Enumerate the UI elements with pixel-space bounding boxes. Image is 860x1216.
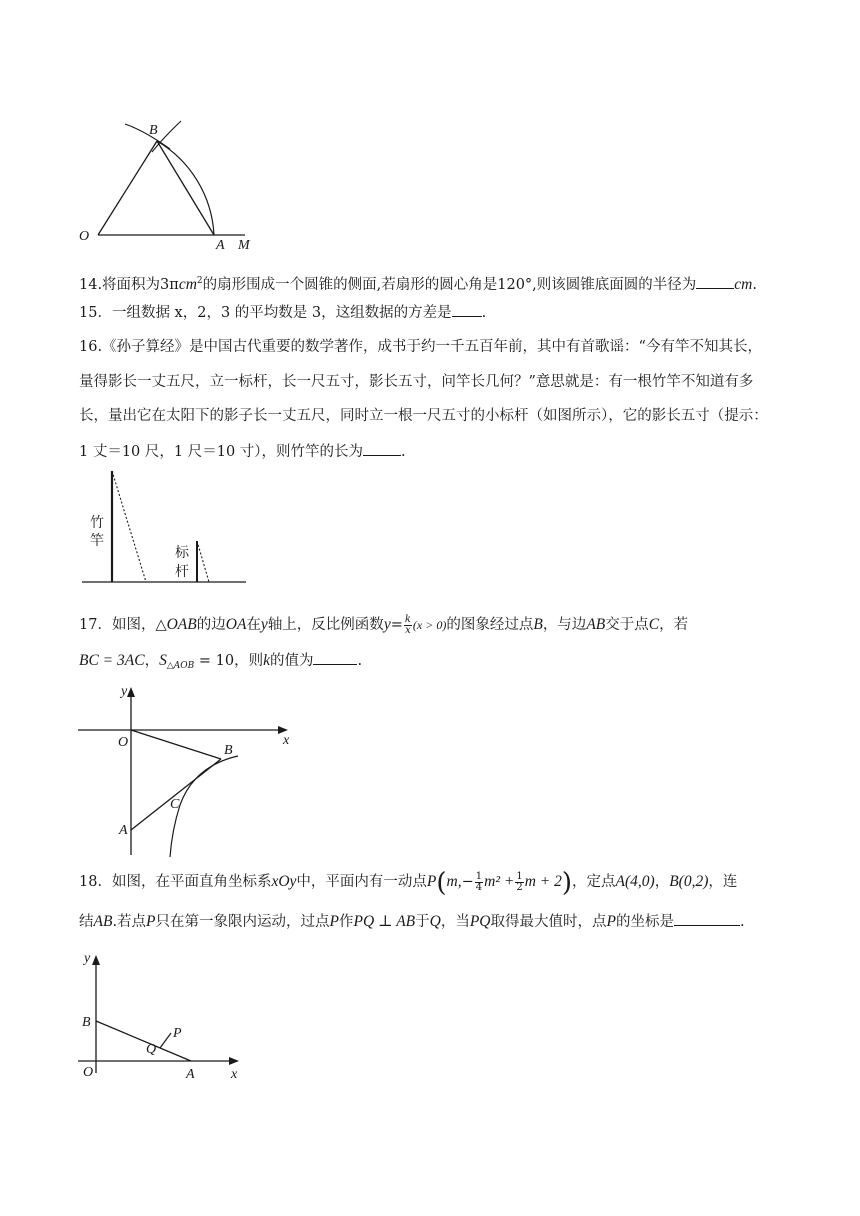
question-18-line-1: 18．如图，在平面直角坐标系xOy中，平面内有一动点P(m,− $\frac{1}{4}$ m² + $\frac{1}{2}$ m + 2)，定点A(4,0)，B(0,2)，连 bbox=[79, 868, 738, 898]
label-rod-1: 标 bbox=[175, 545, 189, 561]
question-17-line-1: 17．如图，△OAB的边OA在y轴上，反比例函数y= $\frac{k}{x}$ (x > 0)的图象经过点B，与边AB交于点C，若 bbox=[79, 613, 689, 636]
label-m: M bbox=[238, 238, 250, 253]
label-y: y bbox=[84, 951, 91, 966]
label-a: A bbox=[216, 238, 225, 253]
question-14: 14.将面积为3πcm$^2$的扇形围成一个圆锥的侧面,若扇形的圆心角是120°,则该圆锥底面圆的半径为 cm. bbox=[79, 275, 757, 293]
fraction-one-quarter: $\frac{1}{4}$ bbox=[475, 870, 483, 893]
y-axis-arrow bbox=[127, 687, 135, 697]
label-b: B bbox=[224, 743, 233, 758]
answer-blank-18[interactable] bbox=[674, 911, 740, 926]
label-a: A bbox=[119, 823, 128, 838]
coordinate-diagram bbox=[76, 948, 266, 1088]
label-o: O bbox=[118, 735, 129, 750]
y-axis-arrow bbox=[92, 955, 100, 965]
inverse-function-diagram bbox=[76, 680, 306, 860]
label-p: P bbox=[173, 1026, 182, 1041]
question-16-line-2: 量得影长一丈五尺，立一标杆，长一尺五寸，影长五寸，问竿长几何？”意思就是：有一根竹竿不知道有多 bbox=[79, 374, 754, 390]
label-b: B bbox=[82, 1015, 91, 1030]
label-o: O bbox=[79, 229, 90, 244]
fraction-one-half: $\frac{1}{2}$ bbox=[516, 870, 523, 893]
construction-diagram bbox=[70, 115, 270, 255]
label-c: C bbox=[170, 797, 180, 812]
hyperbola-curve bbox=[170, 756, 238, 857]
question-16-line-1: 16.《孙子算经》是中国古代重要的数学著作，成书于约一千五百年前，其中有首歌谣：“今有竿不知其长， bbox=[79, 339, 762, 355]
figure-q17 bbox=[76, 680, 306, 860]
segment-ob bbox=[131, 730, 221, 759]
pole-shadow-diagram bbox=[78, 465, 258, 590]
answer-blank-17[interactable] bbox=[313, 650, 357, 665]
label-a: A bbox=[186, 1067, 195, 1082]
label-y: y bbox=[121, 684, 128, 699]
question-17-line-2: BC = 3AC，$S_{\triangle AOB} = 10$，则k的值为 . bbox=[79, 652, 363, 671]
question-15: 15．一组数据 x，2，3 的平均数是 3，这组数据的方差是 . bbox=[79, 302, 486, 323]
figure-q13 bbox=[70, 115, 270, 255]
question-18-line-2: 结AB.若点P只在第一象限内运动，过点P作PQ ⊥ AB于Q，当PQ取得最大值时，点P的坐标是 . bbox=[79, 913, 745, 930]
answer-blank-16[interactable] bbox=[363, 441, 401, 456]
segment-pq bbox=[160, 1033, 171, 1048]
question-16-line-3: 长，量出它在太阳下的影子长一丈五尺，同时立一根一尺五寸的小标杆（如图所示），它的影长五寸（提示： bbox=[79, 408, 768, 424]
label-bamboo-1: 竹 bbox=[90, 515, 104, 531]
label-q: Q bbox=[146, 1042, 157, 1057]
answer-blank-14[interactable] bbox=[696, 274, 734, 289]
pole-shadow-ray bbox=[112, 471, 146, 582]
label-x: x bbox=[283, 733, 290, 748]
fraction-k-over-x: $\frac{k}{x}$ bbox=[404, 613, 411, 636]
segment-ba bbox=[157, 141, 214, 235]
figure-q18 bbox=[76, 948, 266, 1088]
segment-ob bbox=[98, 141, 157, 235]
label-bamboo-2: 竿 bbox=[90, 533, 104, 549]
answer-blank-15[interactable] bbox=[452, 302, 482, 317]
rod-shadow-ray bbox=[197, 541, 209, 582]
label-rod-2: 杆 bbox=[175, 564, 189, 580]
x-axis-arrow bbox=[229, 1057, 239, 1065]
question-16-line-4: 1 丈＝10 尺，1 尺＝10 寸），则竹竿的长为 . bbox=[79, 441, 406, 462]
figure-q16 bbox=[78, 465, 258, 590]
label-b: B bbox=[149, 123, 158, 138]
label-x: x bbox=[231, 1067, 238, 1082]
label-o: O bbox=[83, 1065, 94, 1080]
